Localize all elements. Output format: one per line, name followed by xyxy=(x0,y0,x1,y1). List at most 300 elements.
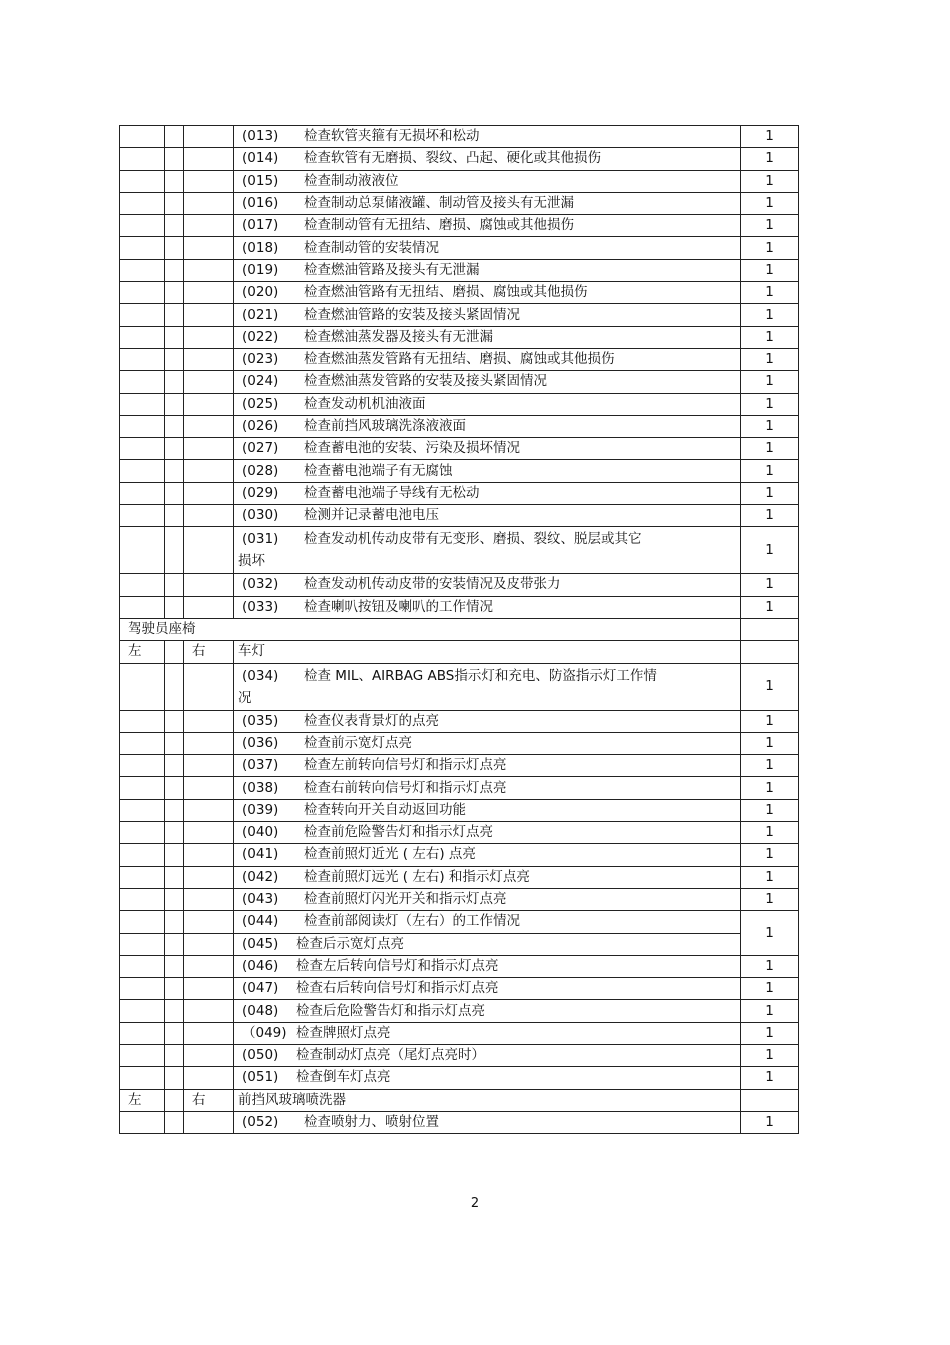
item-text: 检查制动液液位 xyxy=(304,172,399,189)
check-cell-2 xyxy=(165,822,184,844)
check-cell-3 xyxy=(184,596,234,618)
item-text: 检查燃油蒸发器及接头有无泄漏 xyxy=(304,328,493,345)
table-row xyxy=(120,955,799,977)
item-cell xyxy=(234,1022,741,1044)
check-cell-1 xyxy=(120,1067,165,1089)
check-cell-2 xyxy=(165,415,184,437)
item-text: 检查软管有无磨损、裂纹、凸起、硬化或其他损伤 xyxy=(304,150,601,167)
qty-value: 1 xyxy=(765,1002,774,1019)
item-text: 检查喷射力、喷射位置 xyxy=(304,1114,439,1131)
check-cell-3 xyxy=(184,170,234,192)
table-row xyxy=(120,326,799,348)
check-cell-2 xyxy=(165,933,184,955)
section-title xyxy=(120,618,741,640)
check-cell-3 xyxy=(184,777,234,799)
check-cell-2 xyxy=(165,1111,184,1133)
item-text: 检查燃油蒸发管路有无扭结、磨损、腐蚀或其他损伤 xyxy=(304,351,615,368)
item-code: (050) xyxy=(242,1047,279,1064)
qty-cell xyxy=(741,1111,799,1133)
qty-value: 1 xyxy=(765,1069,774,1086)
check-cell-2 xyxy=(165,710,184,732)
check-cell-1 xyxy=(120,460,165,482)
item-code: (033) xyxy=(242,598,279,615)
table-row xyxy=(120,799,799,821)
item-text: 检查软管夹箍有无损坏和松动 xyxy=(304,128,480,145)
item-cell xyxy=(234,1067,741,1089)
item-text: 检查 MIL、AIRBAG ABS指示灯和充电、防盗指示灯工作情 xyxy=(304,667,657,684)
check-cell-3 xyxy=(184,215,234,237)
qty-cell xyxy=(741,148,799,170)
right-cell xyxy=(184,1089,234,1111)
item-cell xyxy=(234,348,741,370)
item-cell xyxy=(234,126,741,148)
check-cell-3 xyxy=(184,799,234,821)
qty-cell xyxy=(741,777,799,799)
qty-cell xyxy=(741,710,799,732)
table-row xyxy=(120,237,799,259)
table-row xyxy=(120,215,799,237)
check-cell-2 xyxy=(165,259,184,281)
item-text-continued: 况 xyxy=(238,689,252,706)
item-cell xyxy=(234,393,741,415)
item-code: (051) xyxy=(242,1069,279,1086)
check-cell-1 xyxy=(120,911,165,933)
item-cell xyxy=(234,663,741,710)
qty-value: 1 xyxy=(765,328,774,345)
item-cell xyxy=(234,259,741,281)
qty-cell xyxy=(741,732,799,754)
item-code: (052) xyxy=(242,1114,279,1131)
item-code: (015) xyxy=(242,172,279,189)
check-cell-2 xyxy=(165,777,184,799)
check-cell-1 xyxy=(120,192,165,214)
qty-value: 1 xyxy=(765,1114,774,1131)
qty-cell xyxy=(741,371,799,393)
table-row xyxy=(120,663,799,710)
qty-value: 1 xyxy=(765,172,774,189)
check-cell-3 xyxy=(184,148,234,170)
check-cell-2 xyxy=(165,574,184,596)
item-text: 检查前挡风玻璃洗涤液液面 xyxy=(304,418,466,434)
table-row xyxy=(120,304,799,326)
qty-cell xyxy=(741,755,799,777)
item-text: 检查前示宽灯点亮 xyxy=(304,734,412,751)
check-cell-3 xyxy=(184,505,234,527)
table-row xyxy=(120,371,799,393)
check-cell-3 xyxy=(184,1067,234,1089)
item-cell xyxy=(234,955,741,977)
check-cell-2 xyxy=(165,978,184,1000)
check-cell-3 xyxy=(184,844,234,866)
item-code: (025) xyxy=(242,395,279,412)
check-cell-2 xyxy=(165,304,184,326)
check-cell-3 xyxy=(184,237,234,259)
check-cell-3 xyxy=(184,710,234,732)
qty-value: 1 xyxy=(765,239,774,256)
item-code: (042) xyxy=(242,868,279,885)
item-code: (045) xyxy=(242,935,279,952)
item-text: 检查仪表背景灯的点亮 xyxy=(304,712,439,729)
blank-cell xyxy=(165,1089,184,1111)
item-cell xyxy=(234,482,741,504)
table-row xyxy=(120,822,799,844)
table-row xyxy=(120,415,799,437)
item-code: (027) xyxy=(242,440,279,457)
table-row xyxy=(120,1044,799,1066)
check-cell-3 xyxy=(184,482,234,504)
item-code: (038) xyxy=(242,779,279,796)
check-cell-3 xyxy=(184,663,234,710)
item-cell xyxy=(234,1000,741,1022)
qty-value: 1 xyxy=(765,440,774,457)
check-cell-1 xyxy=(120,482,165,504)
check-cell-1 xyxy=(120,866,165,888)
check-cell-1 xyxy=(120,304,165,326)
qty-value: 1 xyxy=(765,734,774,751)
item-code: (032) xyxy=(242,576,279,593)
check-cell-3 xyxy=(184,192,234,214)
check-cell-2 xyxy=(165,732,184,754)
qty-value: 1 xyxy=(765,373,774,390)
qty-value: 1 xyxy=(765,128,774,145)
check-cell-2 xyxy=(165,755,184,777)
check-cell-3 xyxy=(184,282,234,304)
check-cell-1 xyxy=(120,527,165,574)
item-text: 检查前照灯远光 ( 左右) 和指示灯点亮 xyxy=(304,868,530,885)
table-row xyxy=(120,844,799,866)
qty-cell xyxy=(741,304,799,326)
qty-value: 1 xyxy=(765,418,774,434)
check-cell-1 xyxy=(120,1111,165,1133)
check-cell-2 xyxy=(165,866,184,888)
table-row xyxy=(120,348,799,370)
item-text: 检查前部阅读灯（左右）的工作情况 xyxy=(304,913,520,930)
check-cell-1 xyxy=(120,1000,165,1022)
table-row xyxy=(120,596,799,618)
qty-value: 1 xyxy=(765,891,774,908)
table-row xyxy=(120,618,799,640)
qty-cell xyxy=(741,911,799,956)
check-cell-1 xyxy=(120,978,165,1000)
qty-value: 1 xyxy=(765,846,774,863)
check-cell-1 xyxy=(120,574,165,596)
item-text: 检查蓄电池端子导线有无松动 xyxy=(304,484,480,501)
item-cell xyxy=(234,438,741,460)
left-label: 左 xyxy=(128,643,142,660)
qty-cell xyxy=(741,482,799,504)
item-cell xyxy=(234,822,741,844)
qty-value: 1 xyxy=(765,757,774,774)
qty-cell xyxy=(741,1000,799,1022)
qty-cell xyxy=(741,460,799,482)
item-text: 检查蓄电池的安装、污染及损坏情况 xyxy=(304,440,520,457)
item-code: (018) xyxy=(242,239,279,256)
check-cell-2 xyxy=(165,215,184,237)
check-cell-2 xyxy=(165,393,184,415)
item-text-continued: 损坏 xyxy=(238,553,265,570)
item-code: (031) xyxy=(242,531,279,548)
check-cell-1 xyxy=(120,215,165,237)
left-cell xyxy=(120,1089,165,1111)
qty-cell xyxy=(741,641,799,663)
qty-value: 1 xyxy=(765,507,774,524)
check-cell-3 xyxy=(184,732,234,754)
qty-cell xyxy=(741,574,799,596)
qty-value: 1 xyxy=(765,395,774,412)
table-row xyxy=(120,148,799,170)
check-cell-3 xyxy=(184,348,234,370)
item-cell xyxy=(234,710,741,732)
section-label: 车灯 xyxy=(238,643,265,660)
item-cell xyxy=(234,527,741,574)
page-number: 2 xyxy=(470,1196,480,1211)
item-cell xyxy=(234,911,741,933)
qty-cell xyxy=(741,1044,799,1066)
qty-cell xyxy=(741,1067,799,1089)
check-cell-2 xyxy=(165,1000,184,1022)
check-cell-2 xyxy=(165,596,184,618)
check-cell-3 xyxy=(184,822,234,844)
check-cell-2 xyxy=(165,844,184,866)
qty-value: 1 xyxy=(765,484,774,501)
check-cell-3 xyxy=(184,304,234,326)
qty-value: 1 xyxy=(765,261,774,278)
item-text: 检查牌照灯点亮 xyxy=(296,1024,391,1041)
item-cell xyxy=(234,148,741,170)
item-code: (029) xyxy=(242,484,279,501)
qty-value: 1 xyxy=(765,541,774,558)
table-row xyxy=(120,732,799,754)
check-cell-3 xyxy=(184,1111,234,1133)
item-cell xyxy=(234,282,741,304)
check-cell-3 xyxy=(184,460,234,482)
check-cell-3 xyxy=(184,1022,234,1044)
item-cell xyxy=(234,799,741,821)
item-cell xyxy=(234,777,741,799)
check-cell-2 xyxy=(165,348,184,370)
check-cell-1 xyxy=(120,799,165,821)
qty-cell xyxy=(741,259,799,281)
table-row xyxy=(120,527,799,574)
check-cell-1 xyxy=(120,348,165,370)
qty-cell xyxy=(741,348,799,370)
check-cell-2 xyxy=(165,505,184,527)
check-cell-1 xyxy=(120,237,165,259)
check-cell-1 xyxy=(120,415,165,437)
check-cell-1 xyxy=(120,888,165,910)
item-cell xyxy=(234,371,741,393)
qty-value: 1 xyxy=(765,150,774,167)
check-cell-1 xyxy=(120,710,165,732)
qty-cell xyxy=(741,663,799,710)
check-cell-1 xyxy=(120,1044,165,1066)
item-text: 检查发动机机油液面 xyxy=(304,395,426,412)
qty-cell xyxy=(741,237,799,259)
inspection-table xyxy=(119,125,799,1134)
right-label: 右 xyxy=(192,643,206,660)
item-code: (022) xyxy=(242,328,279,345)
qty-value: 1 xyxy=(765,868,774,885)
table-row xyxy=(120,755,799,777)
check-cell-2 xyxy=(165,888,184,910)
check-cell-3 xyxy=(184,1000,234,1022)
item-code: (036) xyxy=(242,734,279,751)
check-cell-1 xyxy=(120,326,165,348)
item-code: (037) xyxy=(242,757,279,774)
check-cell-1 xyxy=(120,393,165,415)
check-cell-3 xyxy=(184,755,234,777)
table-row xyxy=(120,574,799,596)
check-cell-1 xyxy=(120,933,165,955)
item-text: 检查燃油管路及接头有无泄漏 xyxy=(304,261,480,278)
check-cell-1 xyxy=(120,596,165,618)
item-code: (019) xyxy=(242,261,279,278)
check-cell-3 xyxy=(184,415,234,437)
check-cell-2 xyxy=(165,1044,184,1066)
item-cell xyxy=(234,596,741,618)
item-code: (039) xyxy=(242,801,279,818)
item-cell xyxy=(234,192,741,214)
check-cell-2 xyxy=(165,460,184,482)
qty-cell xyxy=(741,978,799,1000)
item-code: （049) xyxy=(242,1024,287,1041)
qty-cell xyxy=(741,126,799,148)
section-title-label: 驾驶员座椅 xyxy=(128,621,196,638)
qty-value: 1 xyxy=(765,217,774,234)
check-cell-2 xyxy=(165,799,184,821)
table-row xyxy=(120,978,799,1000)
item-cell xyxy=(234,888,741,910)
check-cell-2 xyxy=(165,1022,184,1044)
check-cell-1 xyxy=(120,126,165,148)
item-text: 检查右后转向信号灯和指示灯点亮 xyxy=(296,980,499,997)
qty-cell xyxy=(741,618,799,640)
qty-cell xyxy=(741,866,799,888)
table-row xyxy=(120,641,799,663)
item-cell xyxy=(234,933,741,955)
qty-value: 1 xyxy=(765,1024,774,1041)
check-cell-3 xyxy=(184,126,234,148)
check-cell-3 xyxy=(184,438,234,460)
table-row xyxy=(120,1067,799,1089)
item-cell xyxy=(234,170,741,192)
item-code: (035) xyxy=(242,712,279,729)
item-text: 检查左后转向信号灯和指示灯点亮 xyxy=(296,957,499,974)
check-cell-3 xyxy=(184,955,234,977)
item-text: 检查制动管的安装情况 xyxy=(304,239,439,256)
item-cell xyxy=(234,732,741,754)
check-cell-1 xyxy=(120,505,165,527)
qty-cell xyxy=(741,955,799,977)
item-code: (014) xyxy=(242,150,279,167)
check-cell-2 xyxy=(165,438,184,460)
check-cell-2 xyxy=(165,371,184,393)
item-text: 检查右前转向信号灯和指示灯点亮 xyxy=(304,779,507,796)
item-code: (046) xyxy=(242,957,279,974)
check-cell-3 xyxy=(184,326,234,348)
item-cell xyxy=(234,755,741,777)
qty-cell xyxy=(741,393,799,415)
table-row xyxy=(120,1111,799,1133)
check-cell-1 xyxy=(120,438,165,460)
item-code: (040) xyxy=(242,824,279,841)
item-text: 检查后示宽灯点亮 xyxy=(296,935,404,952)
table-row xyxy=(120,126,799,148)
table-row xyxy=(120,1022,799,1044)
item-code: (030) xyxy=(242,507,279,524)
item-text: 检查蓄电池端子有无腐蚀 xyxy=(304,462,453,479)
item-cell xyxy=(234,844,741,866)
qty-value: 1 xyxy=(765,924,774,941)
item-code: (034) xyxy=(242,667,279,684)
qty-value: 1 xyxy=(765,462,774,479)
table-row xyxy=(120,460,799,482)
check-cell-3 xyxy=(184,978,234,1000)
item-cell xyxy=(234,505,741,527)
table-row xyxy=(120,259,799,281)
item-code: (024) xyxy=(242,373,279,390)
item-code: (043) xyxy=(242,891,279,908)
item-text: 检查燃油管路有无扭结、磨损、腐蚀或其他损伤 xyxy=(304,284,588,301)
item-text: 检查燃油管路的安装及接头紧固情况 xyxy=(304,306,520,323)
qty-value: 1 xyxy=(765,980,774,997)
qty-value: 1 xyxy=(765,779,774,796)
check-cell-3 xyxy=(184,866,234,888)
section-label-cell xyxy=(234,1089,741,1111)
check-cell-1 xyxy=(120,822,165,844)
item-code: (016) xyxy=(242,195,279,212)
item-text: 检查发动机传动皮带的安装情况及皮带张力 xyxy=(304,576,561,593)
table-row xyxy=(120,866,799,888)
qty-cell xyxy=(741,1089,799,1111)
check-cell-1 xyxy=(120,663,165,710)
check-cell-3 xyxy=(184,933,234,955)
check-cell-1 xyxy=(120,777,165,799)
check-cell-2 xyxy=(165,148,184,170)
qty-cell xyxy=(741,888,799,910)
item-code: (047) xyxy=(242,980,279,997)
item-text: 检查左前转向信号灯和指示灯点亮 xyxy=(304,757,507,774)
check-cell-2 xyxy=(165,663,184,710)
check-cell-1 xyxy=(120,259,165,281)
qty-value: 1 xyxy=(765,284,774,301)
qty-cell xyxy=(741,282,799,304)
item-cell xyxy=(234,215,741,237)
left-label: 左 xyxy=(128,1091,142,1108)
item-cell xyxy=(234,1044,741,1066)
table-row xyxy=(120,192,799,214)
qty-value: 1 xyxy=(765,824,774,841)
qty-cell xyxy=(741,822,799,844)
item-text: 检查倒车灯点亮 xyxy=(296,1069,391,1086)
qty-cell xyxy=(741,170,799,192)
qty-cell xyxy=(741,192,799,214)
item-text: 检查喇叭按钮及喇叭的工作情况 xyxy=(304,598,493,615)
check-cell-3 xyxy=(184,259,234,281)
check-cell-2 xyxy=(165,326,184,348)
qty-value: 1 xyxy=(765,598,774,615)
qty-value: 1 xyxy=(765,576,774,593)
item-code: (023) xyxy=(242,351,279,368)
check-cell-3 xyxy=(184,911,234,933)
table-row xyxy=(120,1000,799,1022)
right-cell xyxy=(184,641,234,663)
qty-value: 1 xyxy=(765,801,774,818)
qty-cell xyxy=(741,505,799,527)
check-cell-2 xyxy=(165,170,184,192)
item-cell xyxy=(234,460,741,482)
qty-value: 1 xyxy=(765,712,774,729)
